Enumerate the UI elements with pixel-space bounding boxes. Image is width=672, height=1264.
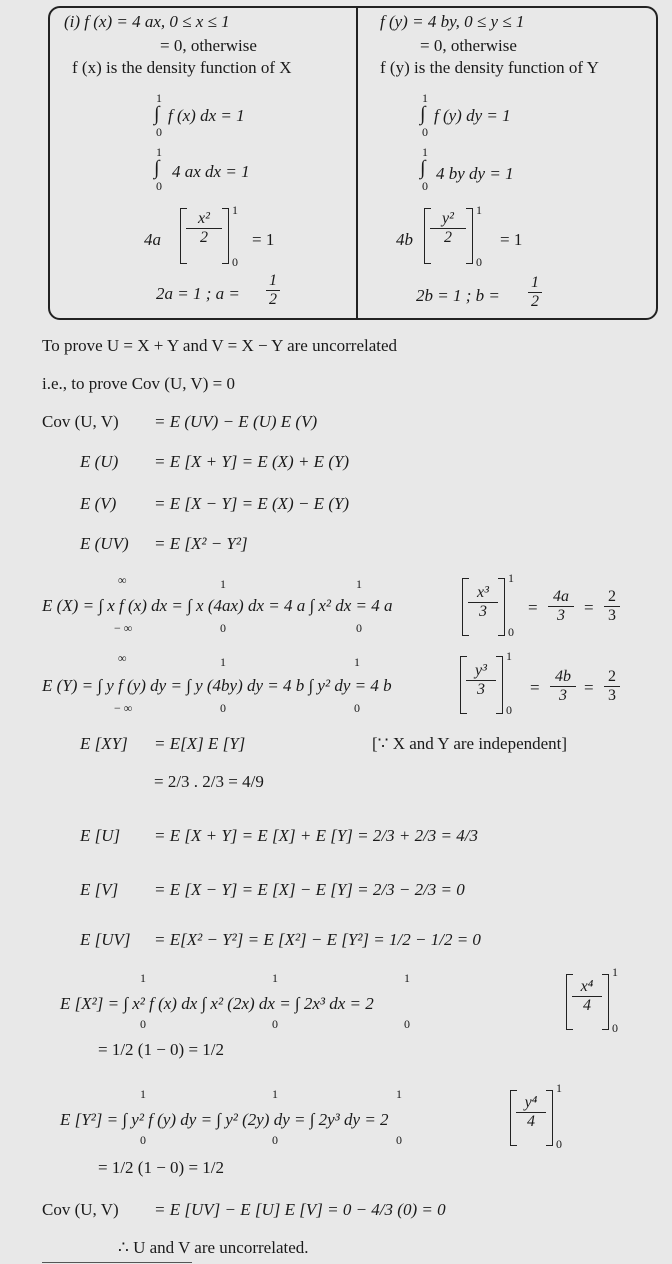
ex-res2-den: 3 — [608, 607, 616, 624]
ex-bracket-frac — [468, 584, 498, 621]
ex-inf-lower: − ∞ — [114, 621, 133, 635]
ey2-int1-lower: 0 — [140, 1133, 146, 1147]
ex-result-2-3 — [604, 588, 620, 625]
ey2-derivation: E [Y²] = ∫ y² f (y) dy = ∫ y² (2y) dy = ∫ 2y³ dy = 2 — [60, 1110, 389, 1129]
right-solve-b: 2b = 1 ; b = — [416, 286, 500, 305]
ex2-bracket-den: 4 — [583, 997, 591, 1014]
ex2-int1-upper: 1 — [140, 971, 146, 985]
left-a-num: 1 — [266, 272, 280, 291]
right-b-num: 1 — [528, 274, 542, 293]
ey2-bracket-lower: 0 — [556, 1137, 562, 1151]
cov-uv-rhs: = E (UV) − E (U) E (V) — [154, 412, 318, 431]
left-otherwise: = 0, otherwise — [160, 36, 257, 55]
left-int2-upper: 1 — [156, 145, 162, 159]
left-int1-upper: 1 — [156, 91, 162, 105]
left-frac-num: x² — [186, 210, 222, 229]
left-a-den: 2 — [269, 291, 277, 308]
ey-inf-upper: ∞ — [118, 651, 127, 665]
ex-bracket-upper: 1 — [508, 571, 514, 585]
left-frac-den: 2 — [200, 229, 208, 246]
ex-int3-lower: 0 — [356, 621, 362, 635]
ex-inf-upper: ∞ — [118, 573, 127, 587]
left-integral-4ax: 4 ax dx = 1 — [172, 162, 250, 181]
right-int1-upper: 1 — [422, 91, 428, 105]
left-int1-lower: 0 — [156, 125, 162, 139]
right-fy-definition: f (y) = 4 by, 0 ≤ y ≤ 1 — [380, 12, 525, 31]
ex-int2-lower: 0 — [220, 621, 226, 635]
ex2-int3-lower: 0 — [404, 1017, 410, 1031]
right-int1-lower: 0 — [422, 125, 428, 139]
ev2-rhs: = E [X − Y] = E [X] − E [Y] = 2/3 − 2/3 = 0 — [154, 880, 465, 899]
ex-int2-upper: 1 — [220, 577, 226, 591]
ey-res1-den: 3 — [559, 687, 567, 704]
right-4b: 4b — [396, 230, 413, 249]
ey-result-4b3 — [550, 668, 576, 705]
eu2-lhs: E [U] — [80, 826, 121, 845]
ey2-value: = 1/2 (1 − 0) = 1/2 — [98, 1158, 225, 1177]
euv-lhs: E (UV) — [80, 534, 129, 553]
right-otherwise: = 0, otherwise — [420, 36, 517, 55]
ex2-int3-upper: 1 — [404, 971, 410, 985]
ey-bracket-lower: 0 — [506, 703, 512, 717]
left-density-statement: f (x) is the density function of X — [72, 58, 292, 77]
ev-lhs: E (V) — [80, 494, 117, 513]
ey2-int2-upper: 1 — [272, 1087, 278, 1101]
ey-bracket-num: y³ — [466, 662, 496, 681]
ev2-lhs: E [V] — [80, 880, 119, 899]
ey-derivation: E (Y) = ∫ y f (y) dy = ∫ y (4by) dy = 4 b ∫ y² dy = 4 b — [42, 676, 392, 695]
right-int2-lower: 0 — [422, 179, 428, 193]
exy-value: = 2/3 . 2/3 = 4/9 — [154, 772, 264, 791]
left-int1-sign: ∫ — [154, 103, 160, 125]
ey-bracket-den: 3 — [477, 681, 485, 698]
ey-res1-num: 4b — [550, 668, 576, 687]
ex2-int2-lower: 0 — [272, 1017, 278, 1031]
ey2-int3-lower: 0 — [396, 1133, 402, 1147]
eu2-rhs: = E [X + Y] = E [X] + E [Y] = 2/3 + 2/3 = 4/3 — [154, 826, 478, 845]
right-bracket-close — [466, 208, 473, 264]
ex2-bracket-lower: 0 — [612, 1021, 618, 1035]
ex2-derivation: E [X²] = ∫ x² f (x) dx ∫ x² (2x) dx = ∫ 2x³ dx = 2 — [60, 994, 374, 1013]
ex-int3-upper: 1 — [356, 577, 362, 591]
ey2-int3-upper: 1 — [396, 1087, 402, 1101]
left-int2-lower: 0 — [156, 179, 162, 193]
exy-independence-note: [∵ X and Y are independent] — [372, 734, 568, 753]
right-b-half — [528, 274, 542, 311]
left-integral-equation: f (x) dx = 1 — [168, 106, 245, 125]
right-int2-sign: ∫ — [420, 157, 426, 179]
ey2-int1-upper: 1 — [140, 1087, 146, 1101]
ex-res2-num: 2 — [604, 588, 620, 607]
ex2-bracket-close — [602, 974, 609, 1030]
right-int2-upper: 1 — [422, 145, 428, 159]
ey-result-2-3 — [604, 668, 620, 705]
ey2-bracket-den: 4 — [527, 1113, 535, 1130]
exy-rhs: = E[X] E [Y] — [154, 734, 246, 753]
right-density-statement: f (y) is the density function of Y — [380, 58, 599, 77]
ey-res2-den: 3 — [608, 687, 616, 704]
ex-bracket-close — [498, 578, 505, 636]
ex2-int2-upper: 1 — [272, 971, 278, 985]
ey-inf-lower: − ∞ — [114, 701, 133, 715]
left-int2-sign: ∫ — [154, 157, 160, 179]
column-divider — [356, 6, 358, 318]
right-integral-4by: 4 by dy = 1 — [436, 164, 514, 183]
right-bracket-upper: 1 — [476, 203, 482, 217]
exy-lhs: E [XY] — [80, 734, 128, 753]
ey-int2-lower: 0 — [220, 701, 226, 715]
ex-bracket-num: x³ — [468, 584, 498, 603]
ey-bracket-upper: 1 — [506, 649, 512, 663]
ex2-value: = 1/2 (1 − 0) = 1/2 — [98, 1040, 225, 1059]
right-integral-equation: f (y) dy = 1 — [434, 106, 511, 125]
euv-rhs: = E [X² − Y²] — [154, 534, 248, 553]
ey-int2-upper: 1 — [220, 655, 226, 669]
prove-statement: To prove U = X + Y and V = X − Y are uncorrelated — [42, 336, 398, 355]
ex-bracket-den: 3 — [479, 603, 487, 620]
cov-uv-lhs: Cov (U, V) — [42, 412, 119, 431]
ey-eq2: = — [584, 678, 594, 697]
ey-eq1: = — [530, 678, 540, 697]
right-equals-1: = 1 — [500, 230, 523, 249]
right-int1-sign: ∫ — [420, 103, 426, 125]
ex-bracket-lower: 0 — [508, 625, 514, 639]
ex-res1-num: 4a — [548, 588, 574, 607]
ex2-bracket-frac — [572, 978, 602, 1015]
boxed-derivation — [48, 6, 658, 320]
left-4a: 4a — [144, 230, 161, 249]
ex-eq1: = — [528, 598, 538, 617]
left-frac-x2-over-2 — [186, 210, 222, 247]
right-frac-y2-over-2 — [430, 210, 466, 247]
ex-result-4a3 — [548, 588, 574, 625]
ex-derivation: E (X) = ∫ x f (x) dx = ∫ x (4ax) dx = 4 a ∫ x² dx = 4 a — [42, 596, 393, 615]
ey2-bracket-frac — [516, 1094, 546, 1131]
ey-int3-lower: 0 — [354, 701, 360, 715]
ex2-int1-lower: 0 — [140, 1017, 146, 1031]
ev-rhs: = E [X − Y] = E (X) − E (Y) — [154, 494, 350, 513]
eu-lhs: E (U) — [80, 452, 119, 471]
ex2-bracket-num: x⁴ — [572, 978, 602, 997]
ex-eq2: = — [584, 598, 594, 617]
ey-bracket-close — [496, 656, 503, 714]
ey-int3-upper: 1 — [354, 655, 360, 669]
eu-rhs: = E [X + Y] = E (X) + E (Y) — [154, 452, 350, 471]
ey2-bracket-close — [546, 1090, 553, 1146]
right-frac-num: y² — [430, 210, 466, 229]
left-fx-definition: (i) f (x) = 4 ax, 0 ≤ x ≤ 1 — [64, 12, 230, 31]
ey2-bracket-num: y⁴ — [516, 1094, 546, 1113]
left-equals-1: = 1 — [252, 230, 275, 249]
ex2-bracket-upper: 1 — [612, 965, 618, 979]
cov2-rhs: = E [UV] − E [U] E [V] = 0 − 4/3 (0) = 0 — [154, 1200, 446, 1219]
conclusion: ∴ U and V are uncorrelated. — [118, 1238, 309, 1257]
left-bracket-lower: 0 — [232, 255, 238, 269]
footer-rule — [42, 1262, 192, 1263]
euv2-lhs: E [UV] — [80, 930, 131, 949]
ey2-int2-lower: 0 — [272, 1133, 278, 1147]
prove-cov-zero: i.e., to prove Cov (U, V) = 0 — [42, 374, 235, 393]
ey-bracket-frac — [466, 662, 496, 699]
right-bracket-lower: 0 — [476, 255, 482, 269]
right-frac-den: 2 — [444, 229, 452, 246]
ey-res2-num: 2 — [604, 668, 620, 687]
left-bracket-upper: 1 — [232, 203, 238, 217]
euv2-rhs: = E[X² − Y²] = E [X²] − E [Y²] = 1/2 − 1/2 = 0 — [154, 930, 481, 949]
cov2-lhs: Cov (U, V) — [42, 1200, 119, 1219]
right-b-den: 2 — [531, 293, 539, 310]
left-a-half — [266, 272, 280, 309]
ey2-bracket-upper: 1 — [556, 1081, 562, 1095]
left-solve-a: 2a = 1 ; a = — [156, 284, 240, 303]
ex-res1-den: 3 — [557, 607, 565, 624]
left-bracket-close — [222, 208, 229, 264]
